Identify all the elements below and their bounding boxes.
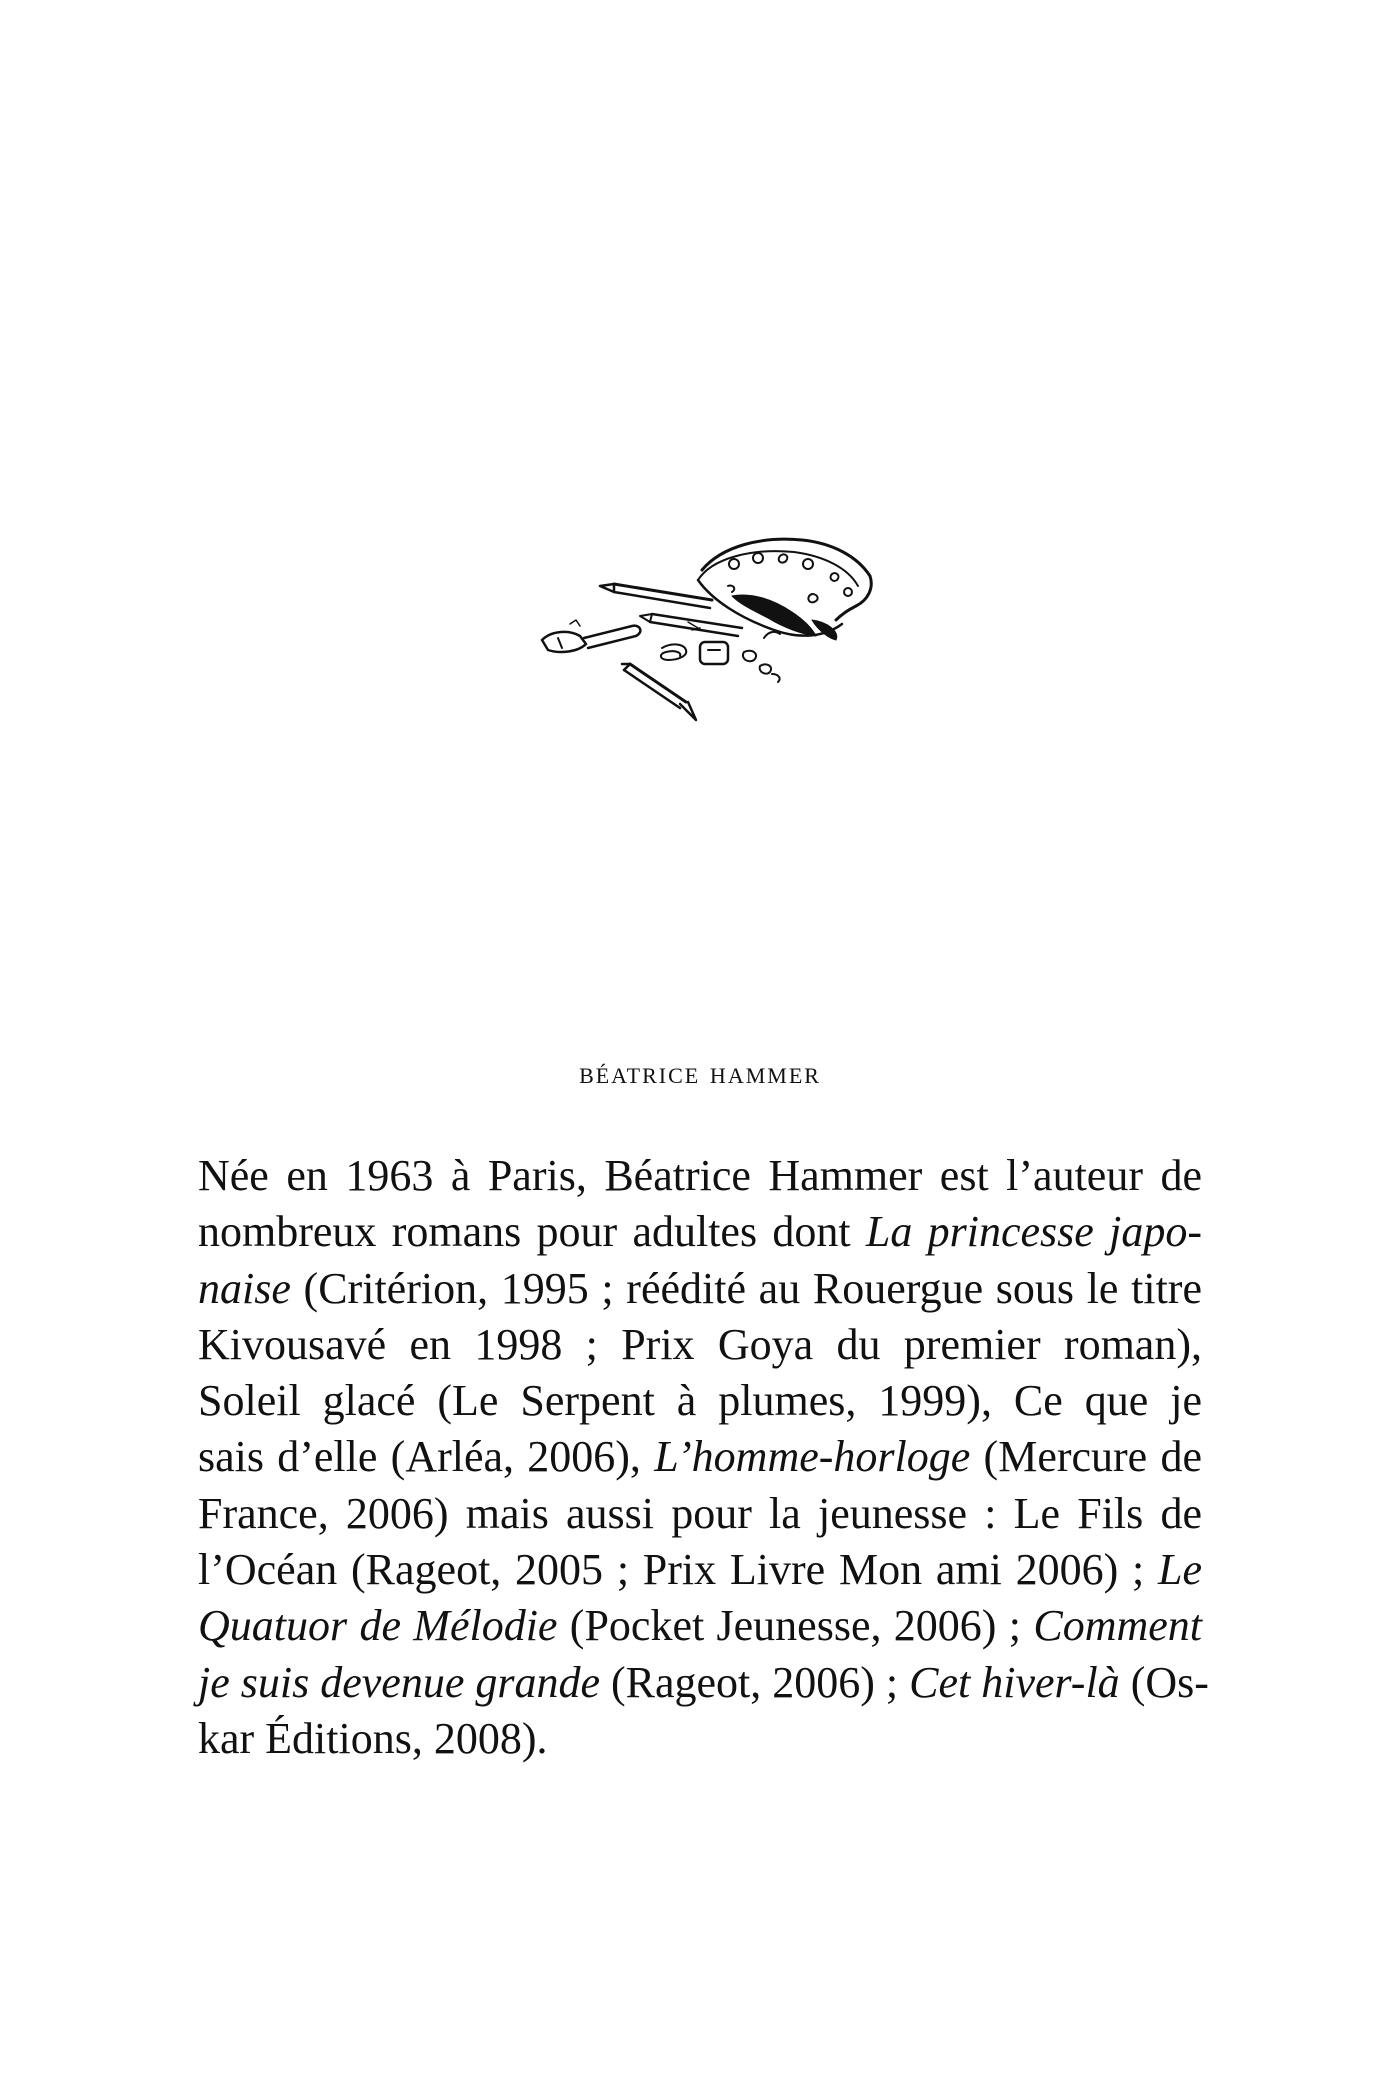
bio-line: [198, 1655, 1209, 1711]
bio-text: (Os-: [1119, 1657, 1209, 1707]
bio-line: [198, 1373, 1202, 1429]
bio-title-italic: Quatuor de Mélodie: [198, 1601, 558, 1651]
bio-text: Née en 1963 à Paris, Béatrice Hammer est l’auteur de: [198, 1151, 1202, 1200]
bio-title-italic: Cet hiver-là: [909, 1657, 1120, 1707]
bio-text: sais d’elle (Arléa, 2006),: [198, 1432, 655, 1482]
bio-text: (Rageot, 2006) ;: [600, 1657, 910, 1707]
bio-title-italic: je suis devenue grande: [198, 1657, 600, 1707]
bio-line: [198, 1261, 1202, 1317]
bio-title-italic: naise: [198, 1263, 291, 1313]
bio-text: nombreux romans pour adultes dont: [198, 1207, 866, 1257]
author-biography: [198, 1148, 1209, 1767]
bio-text: (Pocket Jeunesse, 2006) ;: [557, 1601, 1034, 1651]
bio-line: [198, 1542, 1202, 1598]
bio-text: (Critérion, 1995 ; réédité au Rouergue sous le titre: [290, 1263, 1202, 1313]
bio-line: [198, 1429, 1202, 1485]
bio-text: Soleil glacé (Le Serpent à plumes, 1999), Ce que je: [198, 1376, 1202, 1426]
bio-text: l’Océan (Rageot, 2005 ; Prix Livre Mon ami 2006) ;: [198, 1545, 1158, 1595]
bio-line: [198, 1204, 1202, 1260]
bio-text: (Mercure de: [970, 1432, 1202, 1482]
bio-title-italic: Le: [1158, 1545, 1202, 1595]
bio-text: France, 2006) mais aussi pour la jeunesse : Le Fils de: [198, 1488, 1202, 1538]
bio-line: [198, 1317, 1202, 1373]
pencil-case-sketch-icon: [512, 488, 892, 808]
bio-line: [198, 1598, 1202, 1654]
author-name: béatrice hammer: [579, 1055, 821, 1090]
bio-title-italic: Comment: [1033, 1601, 1202, 1651]
bio-line: [198, 1486, 1202, 1542]
bio-title-italic: La princesse japo-: [865, 1207, 1202, 1257]
bio-text: Kivousavé en 1998 ; Prix Goya du premier roman),: [198, 1319, 1202, 1369]
bio-title-italic: L’homme-horloge: [654, 1432, 971, 1482]
bio-text: kar Éditions, 2008).: [198, 1713, 548, 1763]
bio-line: [198, 1148, 1202, 1204]
bio-line: [198, 1711, 1202, 1767]
